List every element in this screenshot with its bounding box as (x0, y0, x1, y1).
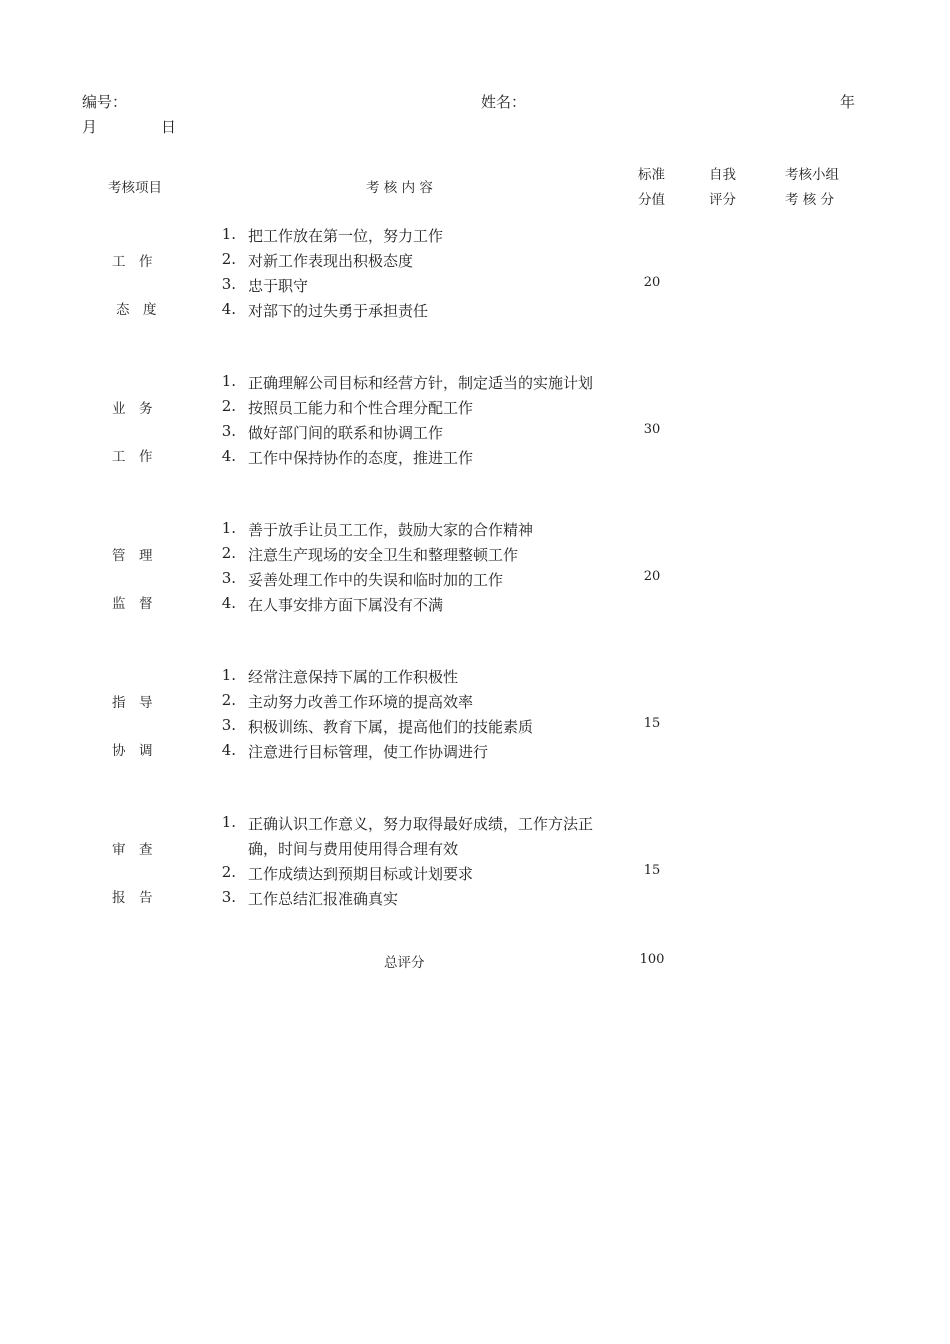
section-category-line1: 工 作 (112, 254, 153, 270)
section-items: 1. 经常注意保持下属的工作积极性 2. 主动努力改善工作环境的提高效率 3. 积极训练、教育下属，提高他们的技能素质 4. 注意进行目标管理，使工作协调进行 (221, 666, 534, 761)
section-items: 1. 正确认识工作意义，努力取得最好成绩，工作方法正 确，时间与费用使用得合理有效 2. 工作成绩达到预期目标或计划要求 3. 工作总结汇报准确真实 (221, 813, 594, 908)
column-header-group-2: 考 核 分 (785, 192, 835, 208)
section-category-line1: 管 理 (112, 548, 153, 564)
section-items: 1. 正确理解公司目标和经营方针，制定适当的实施计划 2. 按照员工能力和个性合理分配工作 3. 做好部门间的联系和协调工作 4. 工作中保持协作的态度，推进工作 (221, 372, 594, 467)
total-label: 总评分 (384, 955, 425, 971)
section-category-line2: 工 作 (112, 449, 153, 465)
total-score: 100 (639, 952, 665, 967)
column-header-standard-1: 标准 (638, 167, 665, 183)
standard-score: 15 (643, 716, 661, 731)
column-header-standard-2: 分值 (638, 192, 665, 208)
section-category-line2: 报 告 (112, 890, 153, 906)
day-label: 日 (161, 118, 177, 136)
column-header-self-1: 自我 (709, 167, 736, 183)
column-header-group-1: 考核小组 (785, 167, 839, 183)
column-header-item: 考核项目 (108, 180, 162, 196)
section-category-line2: 协 调 (112, 743, 153, 759)
standard-score: 20 (643, 569, 661, 584)
standard-score: 15 (643, 863, 661, 878)
column-header-self-2: 评分 (709, 192, 736, 208)
column-header-content: 考 核 内 容 (366, 180, 433, 196)
number-label: 编号： (82, 93, 128, 111)
section-category-line1: 审 查 (112, 842, 153, 858)
name-label: 姓名： (481, 93, 527, 111)
month-label: 月 (82, 118, 98, 136)
section-items: 1. 把工作放在第一位，努力工作 2. 对新工作表现出积极态度 3. 忠于职守 4. 对部下的过失勇于承担责任 (221, 225, 444, 320)
section-category-line1: 业 务 (112, 401, 153, 417)
section-category-line1: 指 导 (112, 695, 153, 711)
section-category-line2: 监 督 (112, 596, 153, 612)
section-items: 1. 善于放手让员工工作，鼓励大家的合作精神 2. 注意生产现场的安全卫生和整理整顿工作 3. 妥善处理工作中的失误和临时加的工作 4. 在人事安排方面下属没有不满 (221, 519, 534, 614)
year-label: 年 (840, 93, 856, 111)
standard-score: 20 (643, 275, 661, 290)
section-category-line2: 态 度 (116, 302, 157, 318)
standard-score: 30 (643, 422, 661, 437)
